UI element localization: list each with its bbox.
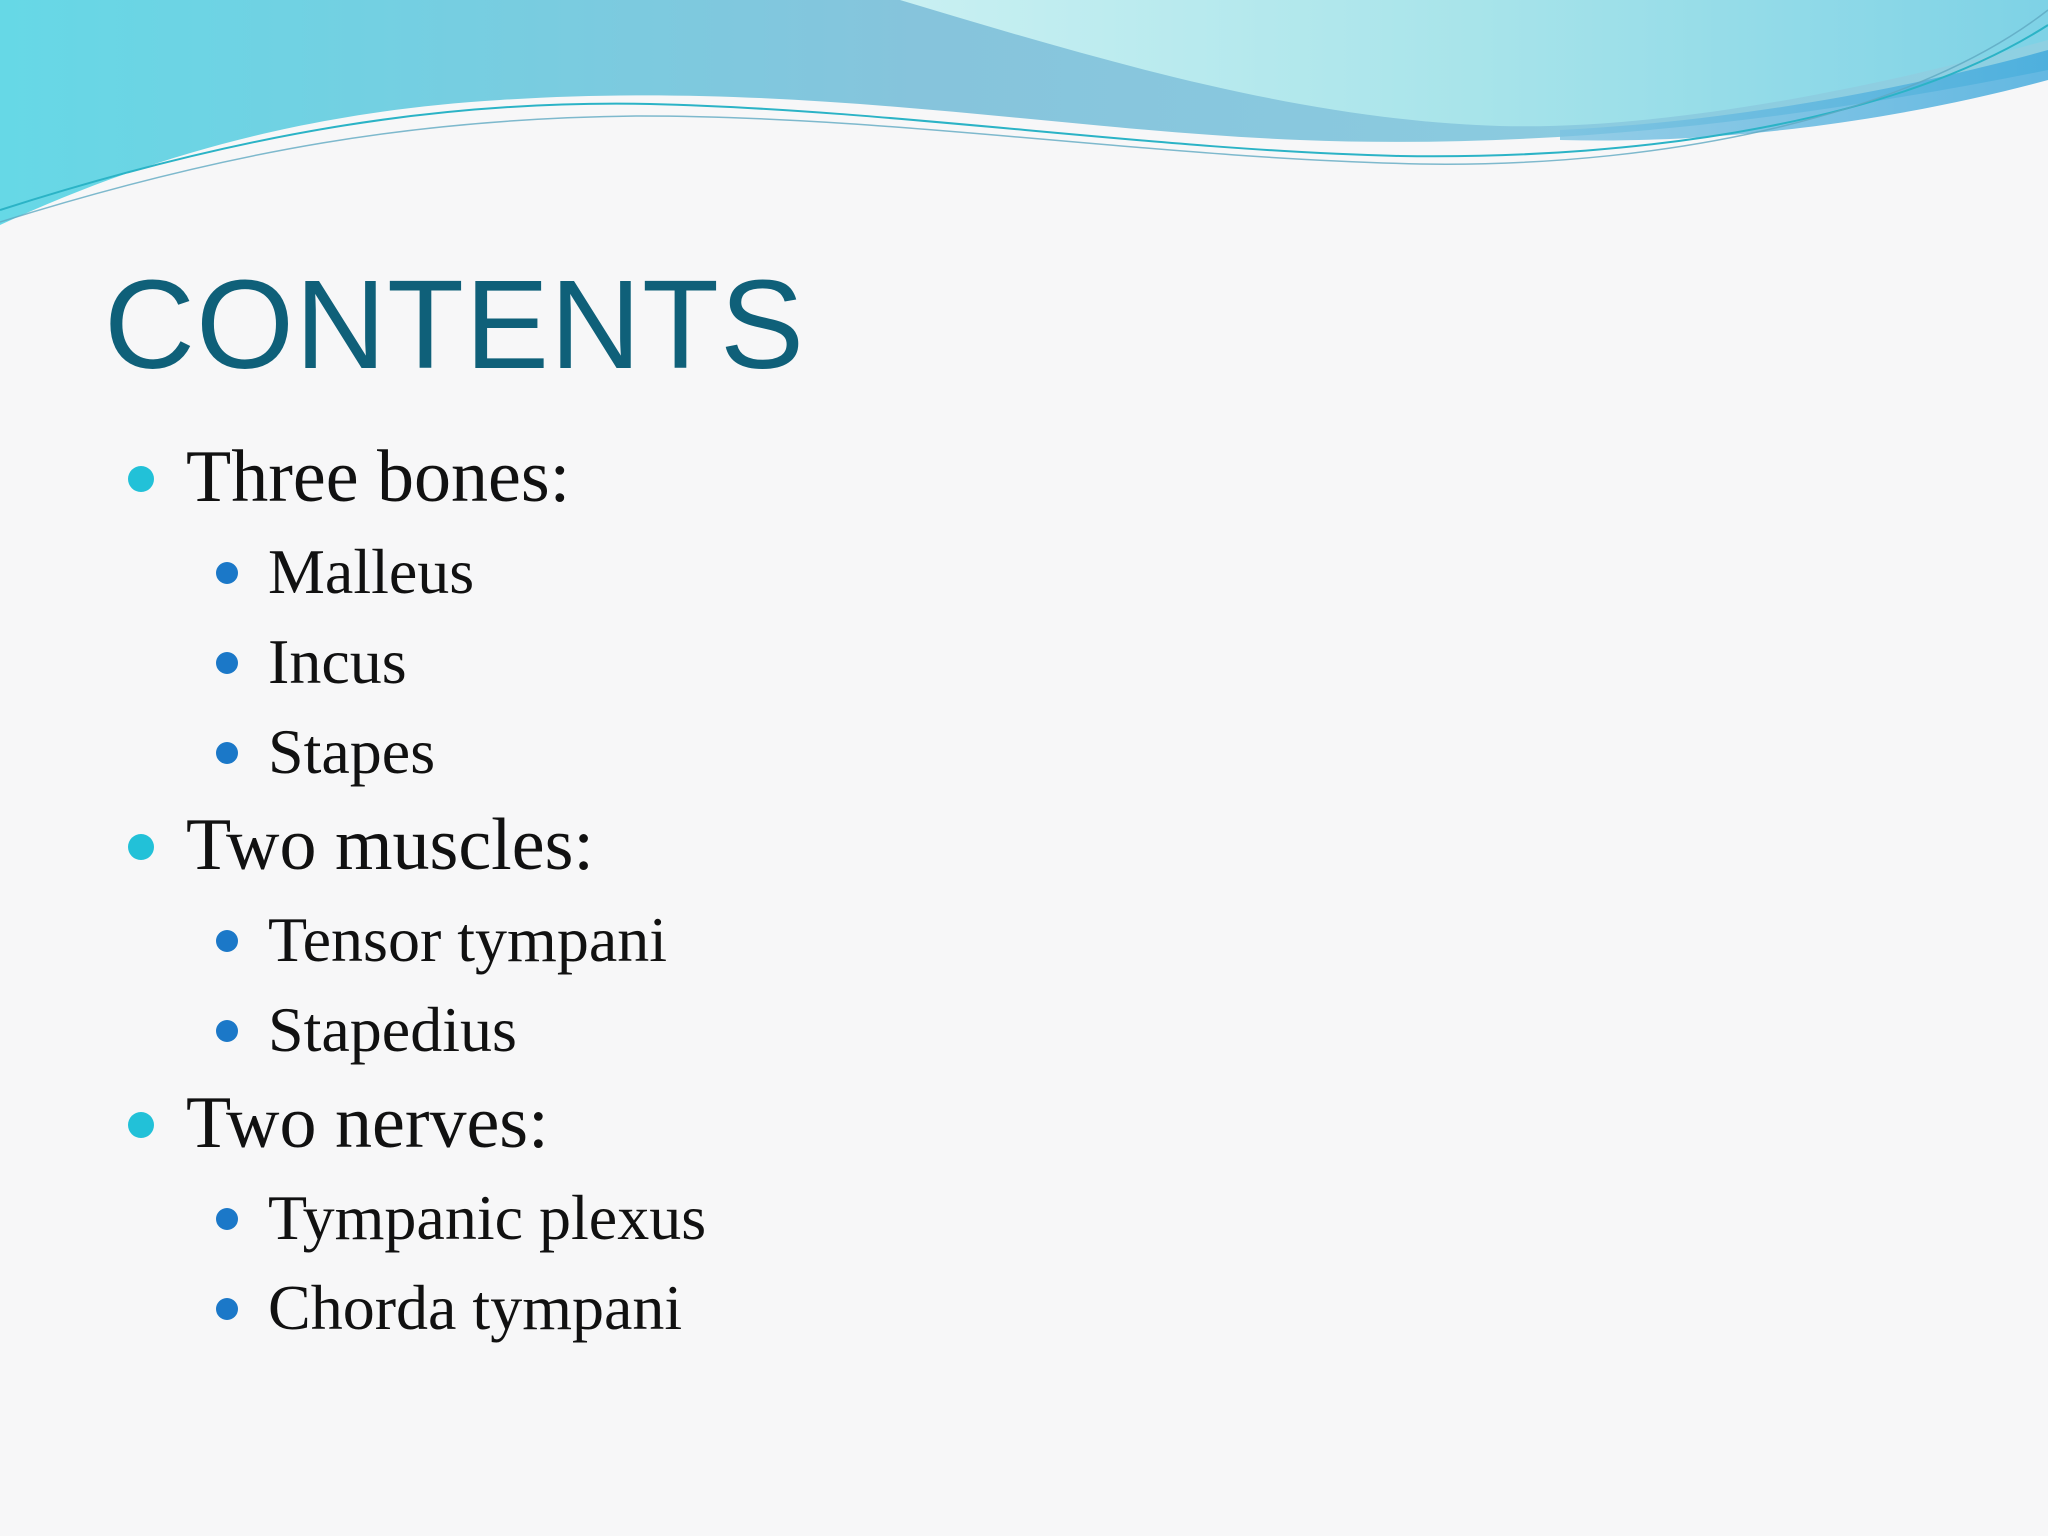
bullet-icon (216, 562, 238, 584)
list-item-two-nerves (186, 1082, 549, 1164)
list-item-incus (268, 626, 407, 697)
list-item-label: Stapedius (268, 994, 517, 1065)
list-item-label: Malleus (268, 536, 475, 607)
list-item-tympanic-plexus (268, 1182, 707, 1253)
list-item-label: Tensor tympani (268, 904, 667, 975)
list-item-label: Chorda tympani (268, 1272, 683, 1343)
bullet-icon (128, 466, 154, 492)
list-item-malleus (268, 536, 475, 607)
bullet-icon (216, 1020, 238, 1042)
list-item-label: Two muscles: (186, 804, 594, 886)
bullet-icon (128, 1112, 154, 1138)
bullet-icon (216, 930, 238, 952)
list-item-tensor-tympani (268, 904, 667, 975)
list-item-stapedius (268, 994, 517, 1065)
bullet-icon (216, 1208, 238, 1230)
bullet-icon (216, 742, 238, 764)
list-item-label: Incus (268, 626, 407, 697)
list-item-three-bones (186, 436, 571, 518)
bullet-icon (128, 834, 154, 860)
list-item-label: Two nerves: (186, 1082, 549, 1164)
list-item-two-muscles (186, 804, 594, 886)
slide-title: CONTENTS (104, 254, 805, 395)
list-item-stapes (268, 716, 436, 787)
bullet-icon (216, 652, 238, 674)
list-item-label: Three bones: (186, 436, 571, 518)
list-item-chorda-tympani (268, 1272, 683, 1343)
bullet-icon (216, 1298, 238, 1320)
list-item-label: Tympanic plexus (268, 1182, 707, 1253)
list-item-label: Stapes (268, 716, 436, 787)
